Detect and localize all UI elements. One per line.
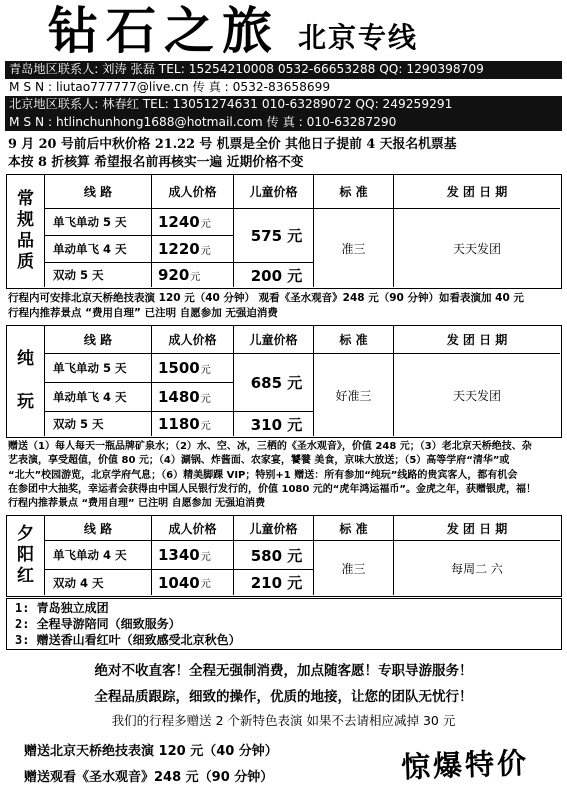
section-pure-play — [6, 325, 562, 438]
dates-value: 天天发团 — [393, 208, 560, 287]
section-sunset-red — [6, 515, 562, 597]
standard-value: 准三 — [313, 208, 393, 287]
header-route: 线 路 — [83, 521, 113, 536]
route-row: 单动单飞 4 天 — [45, 382, 151, 411]
gift-line: 赠送观看《圣水观音》248 元（90 分钟） — [24, 770, 274, 785]
special-price-stamp: 惊爆特价 — [400, 745, 530, 784]
include-item: 1: 青岛独立成团 — [15, 601, 109, 615]
adult-price: 1240 元 — [151, 208, 233, 235]
header-dates: 发 团 日 期 — [393, 516, 560, 540]
contact-beijing-msn: M S N : htlinchunhong1688@hotmail.com 传 真 : 010-63287290 — [5, 114, 562, 132]
route-row: 双动 5 天 — [45, 262, 151, 287]
adult-price: 1480 元 — [151, 382, 233, 411]
section-standard-quality — [6, 174, 562, 289]
promise-line: 我们的行程多赠送 2 个新特色表演 如果不去请相应减掉 30 元 — [111, 713, 456, 728]
adult-price: 1180 元 — [151, 411, 233, 436]
header-dates: 发 团 日 期 — [393, 175, 560, 208]
standard-value: 好准三 — [313, 353, 393, 436]
contact-beijing: 北京地区联系人: 林春红 TEL: 13051274631 010-63289072 QQ: 249259291 — [5, 96, 562, 114]
header-standard: 标 准 — [313, 516, 393, 540]
contact-qingdao: 青岛地区联系人: 刘涛 张磊 TEL: 15254210008 0532-66653288 QQ: 1290398709 — [5, 61, 562, 79]
section-label: 夕 阳 红 — [7, 516, 45, 595]
child-price: 685 元 — [233, 353, 313, 411]
gift-line: 赠送北京天桥绝技表演 120 元（40 分钟） — [24, 744, 278, 759]
header-route: 线 路 — [83, 185, 113, 199]
header-dates: 发 团 日 期 — [393, 326, 560, 353]
adult-price: 1500 元 — [151, 353, 233, 382]
price-notice — [8, 136, 562, 172]
route-row: 单飞单动 4 天 — [45, 540, 151, 569]
promise-line: 绝对不收直客！全程无强制消费，加点随客愿！专职导游服务！ — [94, 663, 473, 679]
section-notes: 行程内可安排北京天桥绝技表演 120 元（40 分钟） 观看《圣水观音》248 元（90 分钟）如看表演加 40 元 行程内推荐景点 “费用自理” 已注明 自愿参加 无强迫消费 — [8, 292, 524, 319]
promise-line: 全程品质跟踪，细致的操作，优质的地接，让您的团队无忧行！ — [94, 689, 473, 705]
included-services — [6, 598, 562, 650]
contact-block — [5, 61, 562, 131]
header-child-price: 儿童价格 — [233, 326, 313, 353]
section-label: 常 规 品 质 — [7, 175, 45, 287]
include-item: 2: 全程导游陪同（细致服务） — [15, 617, 181, 631]
route-row: 单飞单动 5 天 — [45, 208, 151, 235]
notice-line: 9 月 20 号前后中秋价格 21.22 号 机票是全价 其他日子提前 4 天报名机票基 — [8, 137, 457, 152]
header-standard: 标 准 — [313, 175, 393, 208]
section-notes: 赠送（1）每人每天一瓶品牌矿泉水；（2）水、空、冰，三栖的《圣水观音》，价值 248 元；（3）老北京天桥绝技、杂 艺表演，享受超值，价值 80 元；（4）涮锅、炸酱面、农家宴，饕餮 美食，京味大放送；（5）高等学府“清华”或 “北大”校园游览，北京学府气息；（6）精美脚踝 VIP；特别+1 赠送：所有参加“纯玩”线路的贵宾客人，都有机会 在参团中大抽奖，幸运者会获得由中国人民银行发行的，价值 1080 元的“虎年鸿运福币”。金虎之年，获赠银虎，福！ 行程内推荐景点 “费用自理” 已注明 自愿参加 无强迫消费 — [8, 441, 536, 510]
section-label: 纯 玩 — [7, 326, 45, 436]
header-standard: 标 准 — [313, 326, 393, 353]
title-sub: 北京专线 — [298, 21, 419, 54]
child-price: 310 元 — [233, 411, 313, 436]
child-price: 200 元 — [233, 262, 313, 287]
title-main: 钻石之旅 — [48, 1, 280, 60]
standard-value: 准三 — [313, 540, 393, 595]
dates-value: 每周二 六 — [393, 540, 560, 595]
route-row: 双动 4 天 — [45, 569, 151, 595]
adult-price: 920 元 — [151, 262, 233, 287]
contact-qingdao-msn: M S N : liutao777777@live.cn 传 真 : 0532-83658699 — [5, 79, 562, 97]
adult-price: 1340 元 — [151, 540, 233, 569]
include-item: 3: 赠送香山看红叶（细致感受北京秋色） — [15, 633, 241, 647]
child-price: 210 元 — [233, 569, 313, 595]
route-row: 双动 5 天 — [45, 411, 151, 436]
adult-price: 1040 元 — [151, 569, 233, 595]
page-title — [48, 2, 418, 58]
header-child-price: 儿童价格 — [233, 175, 313, 208]
header-child-price: 儿童价格 — [233, 516, 313, 540]
header-adult-price: 成人价格 — [151, 175, 233, 208]
header-adult-price: 成人价格 — [151, 326, 233, 353]
notice-line: 本按 8 折核算 希望报名前再核实一遍 近期价格不变 — [8, 155, 304, 170]
route-row: 单动单飞 4 天 — [45, 235, 151, 262]
adult-price: 1220 元 — [151, 235, 233, 262]
child-price: 575 元 — [233, 208, 313, 262]
header-route: 线 路 — [83, 333, 113, 347]
dates-value: 天天发团 — [393, 353, 560, 436]
child-price: 580 元 — [233, 540, 313, 569]
route-row: 单飞单动 5 天 — [45, 353, 151, 382]
header-adult-price: 成人价格 — [151, 516, 233, 540]
